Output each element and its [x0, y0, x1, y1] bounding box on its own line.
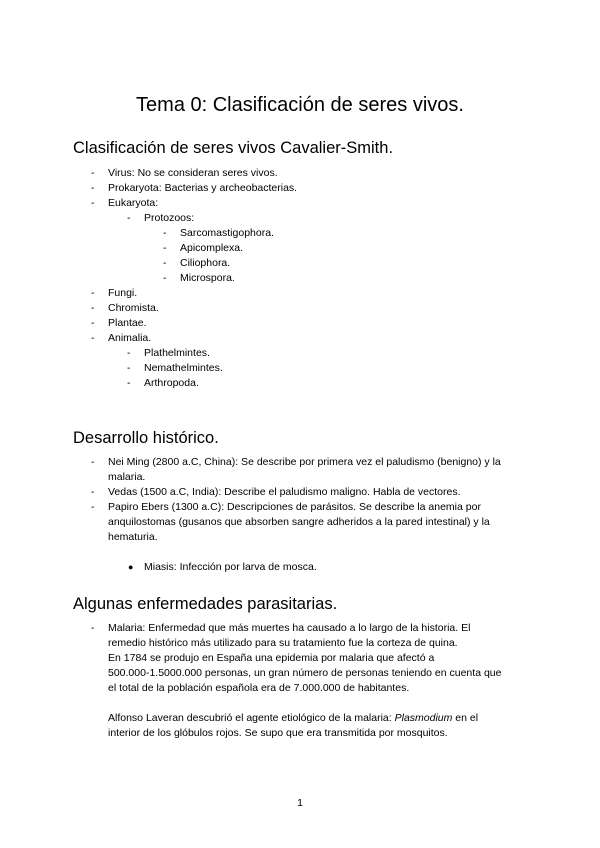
- bullet-icon: ●: [128, 562, 134, 572]
- dash-marker: -: [127, 362, 131, 374]
- laveran-paragraph: [108, 711, 538, 741]
- text-line: Malaria: Enfermedad que más muertes ha causado a lo largo de la historia. El: [108, 622, 471, 634]
- list-item-protozoo: Ciliophora.: [180, 257, 231, 269]
- list-item-animal: Plathelmintes.: [144, 347, 210, 359]
- list-item-prokaryota: Prokaryota: Bacterias y archeobacterias.: [108, 182, 298, 194]
- text-line: interior de los glóbulos rojos. Se supo que era transmitida por mosquitos.: [108, 727, 448, 739]
- dash-marker: -: [163, 272, 167, 284]
- list-item-protozoos: Protozoos:: [144, 212, 195, 224]
- list-item-animal: Nemathelmintes.: [144, 362, 223, 374]
- dash-marker: -: [91, 332, 95, 344]
- list-item-animal: Arthropoda.: [144, 377, 199, 389]
- malaria-paragraph: [108, 621, 538, 696]
- list-item-animalia: Animalia.: [108, 332, 152, 344]
- list-item-fungi: Fungi.: [108, 287, 138, 299]
- list-item-protozoo: Apicomplexa.: [180, 242, 244, 254]
- list-item-nei-ming-cont: malaria.: [108, 471, 146, 483]
- page-number: 1: [297, 797, 303, 809]
- section-heading-desarrollo: Desarrollo histórico.: [73, 429, 219, 447]
- dash-marker: -: [163, 242, 167, 254]
- dash-marker: -: [163, 227, 167, 239]
- list-item-chromista: Chromista.: [108, 302, 159, 314]
- dash-marker: -: [91, 317, 95, 329]
- list-item-vedas: Vedas (1500 a.C, India): Describe el paludismo maligno. Habla de vectores.: [108, 486, 461, 498]
- dash-marker: -: [127, 347, 131, 359]
- laveran-text-end: en el: [452, 712, 479, 724]
- text-line: En 1784 se produjo en España una epidemia por malaria que afectó a: [108, 652, 435, 664]
- dash-marker: -: [91, 486, 95, 498]
- laveran-text: Alfonso Laveran descubrió el agente etiológico de la malaria:: [108, 712, 395, 724]
- dash-marker: -: [127, 377, 131, 389]
- dash-marker: -: [91, 287, 95, 299]
- list-item-protozoo: Sarcomastigophora.: [180, 227, 274, 239]
- list-item-papiro-ebers: Papiro Ebers (1300 a.C): Descripciones de parásitos. Se describe la anemia por: [108, 501, 481, 513]
- list-item-protozoo: Microspora.: [180, 272, 235, 284]
- text-line: remedio histórico más utilizado para su tratamiento fue la corteza de quina.: [108, 637, 458, 649]
- list-item-plantae: Plantae.: [108, 317, 147, 329]
- list-item-papiro-ebers-cont: hematuria.: [108, 531, 158, 543]
- list-item-virus: Virus: No se consideran seres vivos.: [108, 167, 278, 179]
- dash-marker: -: [91, 182, 95, 194]
- list-item-papiro-ebers-cont: anquilostomas (gusanos que absorben sangre adheridos a la pared intestinal) y la: [108, 516, 490, 528]
- dash-marker: -: [91, 167, 95, 179]
- text-line: [108, 711, 538, 726]
- section-heading-clasificacion: Clasificación de seres vivos Cavalier-Smith.: [73, 139, 394, 157]
- dash-marker: -: [91, 302, 95, 314]
- dash-marker: -: [91, 501, 95, 513]
- page-title: Tema 0: Clasificación de seres vivos.: [136, 94, 464, 116]
- plasmodium-term: Plasmodium: [394, 712, 453, 724]
- text-line: el total de la población española era de 7.000.000 de habitantes.: [108, 682, 410, 694]
- dash-marker: -: [91, 456, 95, 468]
- list-item-nei-ming: Nei Ming (2800 a.C, China): Se describe por primera vez el paludismo (benigno) y la: [108, 456, 501, 468]
- dash-marker: -: [163, 257, 167, 269]
- section-heading-enfermedades: Algunas enfermedades parasitarias.: [73, 595, 338, 613]
- list-item-miasis: Miasis: Infección por larva de mosca.: [144, 561, 317, 573]
- dash-marker: -: [127, 212, 131, 224]
- list-item-eukaryota: Eukaryota:: [108, 197, 159, 209]
- text-line: 500.000-1.5000.000 personas, un gran número de personas teniendo en cuenta que: [108, 667, 502, 679]
- dash-marker: -: [91, 197, 95, 209]
- dash-marker: -: [91, 622, 95, 634]
